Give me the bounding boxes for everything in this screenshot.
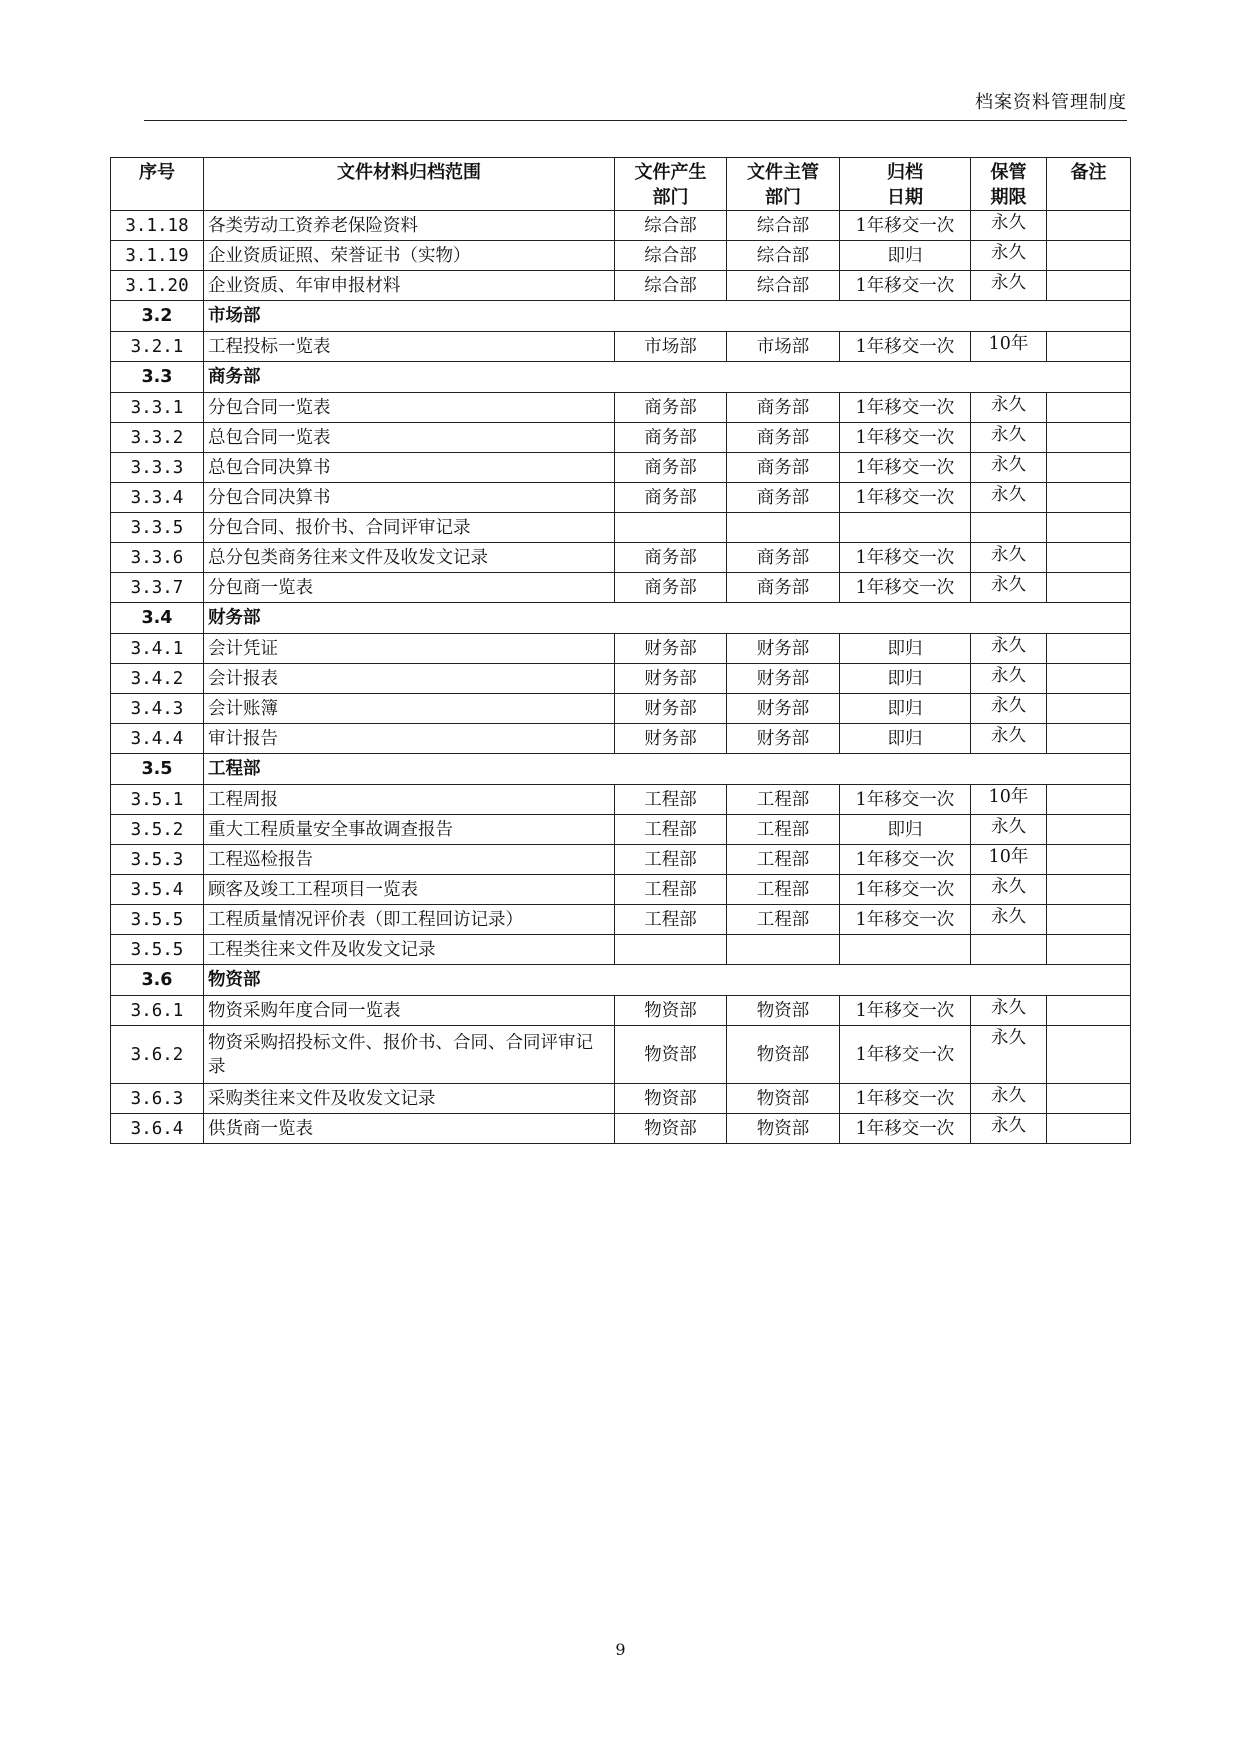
cell-number: 3.6.2 [111,1026,204,1084]
cell-manager-dept: 物资部 [727,1114,840,1144]
cell-manager-dept: 商务部 [727,543,840,573]
cell-number: 3.3.1 [111,393,204,423]
cell-producer-dept: 商务部 [615,393,727,423]
cell-retention: 10年 [971,845,1047,875]
cell-archive-date [840,513,971,543]
cell-retention: 永久 [971,543,1047,573]
cell-item: 审计报告 [204,724,615,754]
page-number: 9 [615,1640,626,1659]
cell-note [1047,694,1131,724]
cell-producer-dept: 商务部 [615,573,727,603]
table-row [111,664,1131,694]
cell-retention: 永久 [971,483,1047,513]
col-header-producer: 文件产生 部门 [615,158,727,211]
cell-item: 分包商一览表 [204,573,615,603]
table-row [111,241,1131,271]
cell-note [1047,815,1131,845]
cell-manager-dept [727,935,840,965]
cell-archive-date: 即归 [840,694,971,724]
cell-note [1047,785,1131,815]
cell-archive-date: 1年移交一次 [840,1114,971,1144]
cell-manager-dept: 工程部 [727,905,840,935]
cell-producer-dept [615,513,727,543]
cell-number: 3.4.4 [111,724,204,754]
cell-producer-dept: 综合部 [615,211,727,241]
section-number: 3.3 [111,362,204,393]
table-row [111,935,1131,965]
cell-archive-date: 即归 [840,634,971,664]
table-row [111,543,1131,573]
cell-archive-date: 1年移交一次 [840,573,971,603]
header-row [111,158,1131,211]
cell-retention: 永久 [971,905,1047,935]
cell-item: 总包合同决算书 [204,453,615,483]
cell-archive-date: 即归 [840,241,971,271]
cell-archive-date: 1年移交一次 [840,905,971,935]
cell-manager-dept: 综合部 [727,241,840,271]
cell-item: 会计账簿 [204,694,615,724]
cell-retention: 永久 [971,1026,1047,1084]
cell-producer-dept: 工程部 [615,845,727,875]
cell-archive-date: 即归 [840,724,971,754]
cell-number: 3.6.3 [111,1084,204,1114]
table-row [111,1084,1131,1114]
cell-manager-dept: 物资部 [727,1084,840,1114]
cell-item: 各类劳动工资养老保险资料 [204,211,615,241]
table-header [111,158,1131,211]
cell-producer-dept: 商务部 [615,423,727,453]
cell-manager-dept: 商务部 [727,453,840,483]
cell-manager-dept: 物资部 [727,1026,840,1084]
cell-note [1047,513,1131,543]
cell-retention: 永久 [971,996,1047,1026]
cell-retention: 永久 [971,393,1047,423]
cell-number: 3.1.19 [111,241,204,271]
cell-item: 工程质量情况评价表（即工程回访记录） [204,905,615,935]
cell-number: 3.3.5 [111,513,204,543]
cell-note [1047,211,1131,241]
table-body [111,211,1131,1144]
cell-manager-dept: 综合部 [727,271,840,301]
cell-producer-dept [615,935,727,965]
cell-item: 会计凭证 [204,634,615,664]
cell-note [1047,453,1131,483]
table-row [111,875,1131,905]
cell-note [1047,996,1131,1026]
cell-archive-date: 1年移交一次 [840,845,971,875]
cell-item: 物资采购招投标文件、报价书、合同、合同评审记录 [204,1026,615,1084]
col-header-note: 备注 [1047,158,1131,211]
col-header-item: 文件材料归档范围 [204,158,615,211]
cell-note [1047,634,1131,664]
cell-manager-dept: 工程部 [727,845,840,875]
cell-retention: 10年 [971,332,1047,362]
cell-producer-dept: 工程部 [615,875,727,905]
cell-archive-date: 1年移交一次 [840,211,971,241]
col-header-archive-date: 归档 日期 [840,158,971,211]
table-row [111,393,1131,423]
section-title: 财务部 [204,603,1131,634]
cell-number: 3.6.4 [111,1114,204,1144]
cell-number: 3.3.3 [111,453,204,483]
cell-retention: 永久 [971,211,1047,241]
cell-number: 3.1.20 [111,271,204,301]
cell-producer-dept: 工程部 [615,815,727,845]
table-row [111,845,1131,875]
cell-item: 工程周报 [204,785,615,815]
cell-item: 工程巡检报告 [204,845,615,875]
cell-manager-dept: 综合部 [727,211,840,241]
cell-retention: 永久 [971,271,1047,301]
cell-item: 重大工程质量安全事故调查报告 [204,815,615,845]
cell-number: 3.4.3 [111,694,204,724]
table-row [111,271,1131,301]
cell-number: 3.3.2 [111,423,204,453]
cell-item: 工程类往来文件及收发文记录 [204,935,615,965]
table-row [111,785,1131,815]
cell-manager-dept: 财务部 [727,664,840,694]
cell-manager-dept [727,513,840,543]
cell-manager-dept: 工程部 [727,875,840,905]
cell-manager-dept: 工程部 [727,815,840,845]
cell-item: 分包合同决算书 [204,483,615,513]
cell-item: 工程投标一览表 [204,332,615,362]
cell-producer-dept: 物资部 [615,996,727,1026]
cell-archive-date: 即归 [840,815,971,845]
cell-number: 3.3.4 [111,483,204,513]
cell-archive-date [840,935,971,965]
cell-note [1047,875,1131,905]
cell-producer-dept: 综合部 [615,241,727,271]
section-number: 3.4 [111,603,204,634]
section-number: 3.6 [111,965,204,996]
cell-item: 总分包类商务往来文件及收发文记录 [204,543,615,573]
cell-note [1047,664,1131,694]
cell-archive-date: 1年移交一次 [840,1084,971,1114]
cell-retention: 永久 [971,573,1047,603]
cell-producer-dept: 综合部 [615,271,727,301]
cell-number: 3.5.4 [111,875,204,905]
col-header-retention: 保管 期限 [971,158,1047,211]
cell-manager-dept: 工程部 [727,785,840,815]
cell-manager-dept: 商务部 [727,393,840,423]
cell-archive-date: 即归 [840,664,971,694]
cell-number: 3.4.2 [111,664,204,694]
cell-manager-dept: 商务部 [727,423,840,453]
cell-note [1047,241,1131,271]
cell-number: 3.6.1 [111,996,204,1026]
cell-producer-dept: 物资部 [615,1026,727,1084]
cell-producer-dept: 工程部 [615,785,727,815]
section-row [111,603,1131,634]
cell-note [1047,935,1131,965]
cell-manager-dept: 财务部 [727,634,840,664]
section-title: 商务部 [204,362,1131,393]
cell-item: 分包合同、报价书、合同评审记录 [204,513,615,543]
cell-retention [971,513,1047,543]
table-row [111,573,1131,603]
table-row [111,423,1131,453]
table-row [111,694,1131,724]
cell-producer-dept: 商务部 [615,453,727,483]
cell-note [1047,423,1131,453]
header-divider [144,120,1127,121]
cell-retention: 永久 [971,423,1047,453]
cell-number: 3.4.1 [111,634,204,664]
cell-note [1047,724,1131,754]
cell-manager-dept: 市场部 [727,332,840,362]
cell-note [1047,332,1131,362]
table-row [111,332,1131,362]
table-row [111,211,1131,241]
section-title: 物资部 [204,965,1131,996]
cell-number: 3.1.18 [111,211,204,241]
cell-number: 3.5.5 [111,935,204,965]
cell-archive-date: 1年移交一次 [840,271,971,301]
cell-producer-dept: 财务部 [615,724,727,754]
cell-item: 供货商一览表 [204,1114,615,1144]
section-number: 3.2 [111,301,204,332]
cell-retention: 永久 [971,664,1047,694]
cell-number: 3.5.2 [111,815,204,845]
cell-archive-date: 1年移交一次 [840,543,971,573]
cell-item: 企业资质证照、荣誉证书（实物） [204,241,615,271]
cell-archive-date: 1年移交一次 [840,453,971,483]
cell-item: 采购类往来文件及收发文记录 [204,1084,615,1114]
cell-archive-date: 1年移交一次 [840,785,971,815]
cell-note [1047,393,1131,423]
cell-note [1047,483,1131,513]
cell-item: 顾客及竣工工程项目一览表 [204,875,615,905]
cell-retention [971,935,1047,965]
section-row [111,965,1131,996]
cell-archive-date: 1年移交一次 [840,875,971,905]
cell-manager-dept: 商务部 [727,573,840,603]
cell-manager-dept: 物资部 [727,996,840,1026]
cell-producer-dept: 物资部 [615,1114,727,1144]
cell-manager-dept: 商务部 [727,483,840,513]
running-header-title: 档案资料管理制度 [975,92,1127,113]
cell-producer-dept: 物资部 [615,1084,727,1114]
cell-number: 3.2.1 [111,332,204,362]
table-row [111,453,1131,483]
cell-note [1047,845,1131,875]
cell-producer-dept: 财务部 [615,634,727,664]
cell-retention: 永久 [971,453,1047,483]
cell-note [1047,905,1131,935]
cell-number: 3.3.7 [111,573,204,603]
cell-retention: 永久 [971,815,1047,845]
table-row [111,815,1131,845]
cell-manager-dept: 财务部 [727,694,840,724]
table-row [111,513,1131,543]
table-row [111,634,1131,664]
cell-producer-dept: 商务部 [615,543,727,573]
cell-item: 总包合同一览表 [204,423,615,453]
cell-number: 3.5.5 [111,905,204,935]
cell-retention: 永久 [971,694,1047,724]
cell-note [1047,573,1131,603]
table-row [111,724,1131,754]
section-row [111,754,1131,785]
col-header-no: 序号 [111,158,204,211]
cell-retention: 永久 [971,634,1047,664]
table-row [111,1026,1131,1084]
cell-retention: 永久 [971,724,1047,754]
cell-number: 3.5.3 [111,845,204,875]
table-row [111,1114,1131,1144]
table-row [111,905,1131,935]
section-number: 3.5 [111,754,204,785]
section-row [111,362,1131,393]
cell-item: 企业资质、年审申报材料 [204,271,615,301]
section-title: 工程部 [204,754,1131,785]
cell-archive-date: 1年移交一次 [840,1026,971,1084]
cell-archive-date: 1年移交一次 [840,996,971,1026]
cell-manager-dept: 财务部 [727,724,840,754]
cell-item: 物资采购年度合同一览表 [204,996,615,1026]
cell-archive-date: 1年移交一次 [840,483,971,513]
cell-item: 分包合同一览表 [204,393,615,423]
cell-retention: 永久 [971,875,1047,905]
cell-retention: 10年 [971,785,1047,815]
cell-note [1047,1084,1131,1114]
cell-retention: 永久 [971,1084,1047,1114]
cell-item: 会计报表 [204,664,615,694]
cell-number: 3.5.1 [111,785,204,815]
col-header-manager: 文件主管 部门 [727,158,840,211]
cell-producer-dept: 商务部 [615,483,727,513]
archive-scope-table [110,157,1131,1144]
table-row [111,483,1131,513]
section-row [111,301,1131,332]
cell-archive-date: 1年移交一次 [840,332,971,362]
cell-note [1047,1026,1131,1084]
cell-retention: 永久 [971,241,1047,271]
cell-archive-date: 1年移交一次 [840,423,971,453]
section-title: 市场部 [204,301,1131,332]
cell-producer-dept: 财务部 [615,694,727,724]
cell-retention: 永久 [971,1114,1047,1144]
cell-number: 3.3.6 [111,543,204,573]
cell-note [1047,543,1131,573]
table-row [111,996,1131,1026]
cell-producer-dept: 工程部 [615,905,727,935]
cell-note [1047,271,1131,301]
cell-producer-dept: 财务部 [615,664,727,694]
cell-producer-dept: 市场部 [615,332,727,362]
cell-archive-date: 1年移交一次 [840,393,971,423]
cell-note [1047,1114,1131,1144]
